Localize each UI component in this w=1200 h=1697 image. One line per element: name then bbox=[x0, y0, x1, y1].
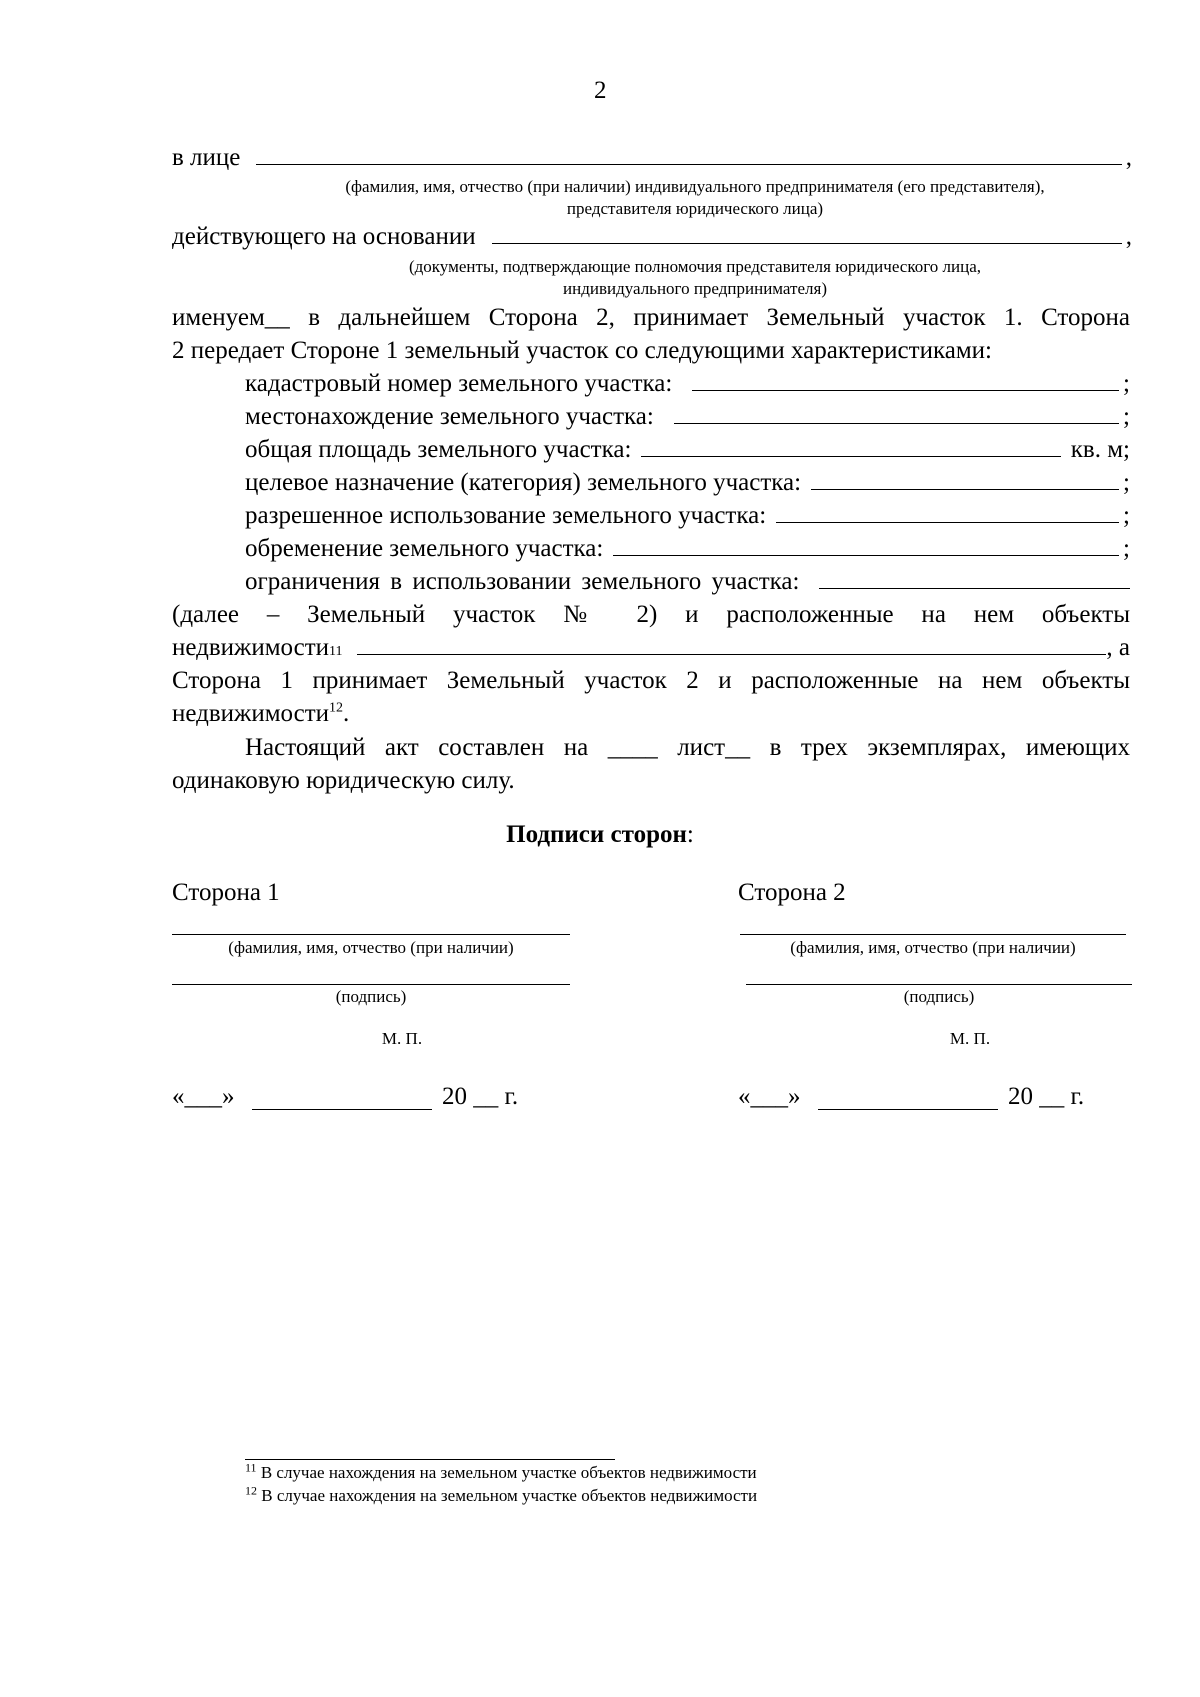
para3-line1: Настоящий акт составлен на ____ лист__ в трех экземплярах, имеющих bbox=[245, 734, 1130, 761]
para3-line2: одинаковую юридическую силу. bbox=[172, 767, 515, 794]
cadastral-field-row bbox=[245, 369, 1130, 399]
location-label: местонахождение земельного участка: bbox=[245, 403, 654, 430]
para2-line4 bbox=[172, 699, 349, 729]
side2-fio-caption: (фамилия, имя, отчество (при наличии) bbox=[790, 938, 1076, 957]
encumbrance-label: обременение земельного участка: bbox=[245, 535, 604, 562]
osnovanie-line bbox=[172, 222, 1132, 252]
side1-sign-caption: (подпись) bbox=[335, 987, 407, 1006]
cadastral-label: кадастровый номер земельного участка: bbox=[245, 370, 673, 397]
encumbrance-input[interactable] bbox=[613, 535, 1119, 556]
location-input[interactable] bbox=[674, 403, 1119, 424]
encumbrance-field-row bbox=[245, 534, 1130, 564]
restrictions-label: ограничения в использовании земельного участка: bbox=[245, 568, 800, 595]
osnovanie-tail: , bbox=[1125, 223, 1132, 250]
cadastral-tail: ; bbox=[1123, 370, 1130, 397]
area-tail: кв. м; bbox=[1070, 436, 1130, 463]
permitted-input[interactable] bbox=[776, 502, 1119, 523]
signatures-heading-colon: : bbox=[686, 821, 694, 848]
purpose-tail: ; bbox=[1123, 469, 1130, 496]
side1-mp: М. П. bbox=[381, 1029, 423, 1048]
location-field-row bbox=[245, 402, 1130, 432]
side2-date-field[interactable] bbox=[818, 1109, 998, 1110]
permitted-field-row bbox=[245, 501, 1130, 531]
side2-sign-caption: (подпись) bbox=[903, 987, 975, 1006]
permitted-label: разрешенное использование земельного участка: bbox=[245, 502, 767, 529]
v-lice-tail: , bbox=[1125, 144, 1132, 171]
cadastral-input[interactable] bbox=[692, 370, 1119, 391]
signatures-heading-text: Подписи сторон bbox=[506, 821, 687, 848]
nedv-tail: , а bbox=[1106, 634, 1130, 661]
footnote-12 bbox=[245, 1485, 757, 1506]
nedv-field[interactable] bbox=[357, 634, 1107, 655]
osnovanie-caption-1: (документы, подтверждающие полномочия представителя юридического лица, bbox=[408, 257, 982, 276]
purpose-input[interactable] bbox=[811, 469, 1119, 490]
footnote-separator bbox=[245, 1459, 615, 1460]
permitted-tail: ; bbox=[1123, 502, 1130, 529]
signatures-heading bbox=[0, 820, 1200, 850]
side1-date-open: «___» bbox=[172, 1083, 235, 1110]
footnote-12-text: В случае нахождения на земельном участке объектов недвижимости bbox=[261, 1486, 758, 1505]
footnote-11-num: 11 bbox=[245, 1460, 257, 1475]
area-field-row bbox=[245, 435, 1130, 465]
para1-line2: 2 передает Стороне 1 земельный участок со следующими характеристиками: bbox=[172, 337, 992, 364]
para2-line2: недвижимости 11 , а bbox=[172, 634, 1130, 661]
area-label: общая площадь земельного участка: bbox=[245, 436, 632, 463]
v-lice-caption-1: (фамилия, имя, отчество (при наличии) индивидуального предпринимателя (его представителя), bbox=[345, 177, 1045, 196]
side2-mp: М. П. bbox=[949, 1029, 991, 1048]
side2-fio-line[interactable] bbox=[740, 934, 1126, 935]
side1-fio-caption: (фамилия, имя, отчество (при наличии) bbox=[228, 938, 514, 957]
purpose-field-row bbox=[245, 468, 1130, 498]
page-number: 2 bbox=[594, 77, 607, 104]
side1-title: Сторона 1 bbox=[172, 879, 280, 906]
purpose-label: целевое назначение (категория) земельного участка: bbox=[245, 469, 802, 496]
nedv-label-12: недвижимости bbox=[172, 700, 330, 727]
v-lice-label: в лице bbox=[172, 144, 241, 171]
side1-sign-line[interactable] bbox=[172, 984, 570, 985]
footnote-ref-12: 12 bbox=[329, 700, 344, 716]
footnote-12-num: 12 bbox=[245, 1483, 257, 1498]
v-lice-caption-2: представителя юридического лица) bbox=[566, 199, 824, 218]
osnovanie-field[interactable] bbox=[492, 223, 1122, 244]
side1-date-year: 20 __ г. bbox=[442, 1083, 519, 1110]
restrictions-field-row bbox=[245, 567, 1130, 597]
para2-end: . bbox=[343, 700, 350, 727]
para2-line3: Сторона 1 принимает Земельный участок 2 и расположенные на нем объекты bbox=[172, 667, 1130, 694]
side1-fio-line[interactable] bbox=[172, 934, 570, 935]
osnovanie-caption-2: индивидуального предпринимателя) bbox=[563, 279, 827, 298]
side2-date-open: «___» bbox=[738, 1083, 801, 1110]
side2-title: Сторона 2 bbox=[738, 879, 846, 906]
side2-sign-line[interactable] bbox=[746, 984, 1132, 985]
footnote-11-text: В случае нахождения на земельном участке объектов недвижимости bbox=[260, 1463, 757, 1482]
encumbrance-tail: ; bbox=[1123, 535, 1130, 562]
footnote-11 bbox=[245, 1462, 757, 1483]
v-lice-field[interactable] bbox=[256, 144, 1121, 165]
location-tail: ; bbox=[1123, 403, 1130, 430]
nedv-label-11: недвижимости bbox=[172, 634, 330, 661]
osnovanie-label: действующего на основании bbox=[172, 223, 476, 250]
para2-line1: (далее – Земельный участок № 2) и расположенные на нем объекты bbox=[172, 601, 1130, 628]
para1-line1: именуем__ в дальнейшем Сторона 2, принимает Земельный участок 1. Сторона bbox=[172, 304, 1130, 331]
v-lice-line bbox=[172, 143, 1132, 173]
restrictions-input[interactable] bbox=[819, 568, 1130, 589]
area-input[interactable] bbox=[641, 436, 1060, 457]
side2-date-year: 20 __ г. bbox=[1008, 1083, 1085, 1110]
side1-date-field[interactable] bbox=[252, 1109, 432, 1110]
